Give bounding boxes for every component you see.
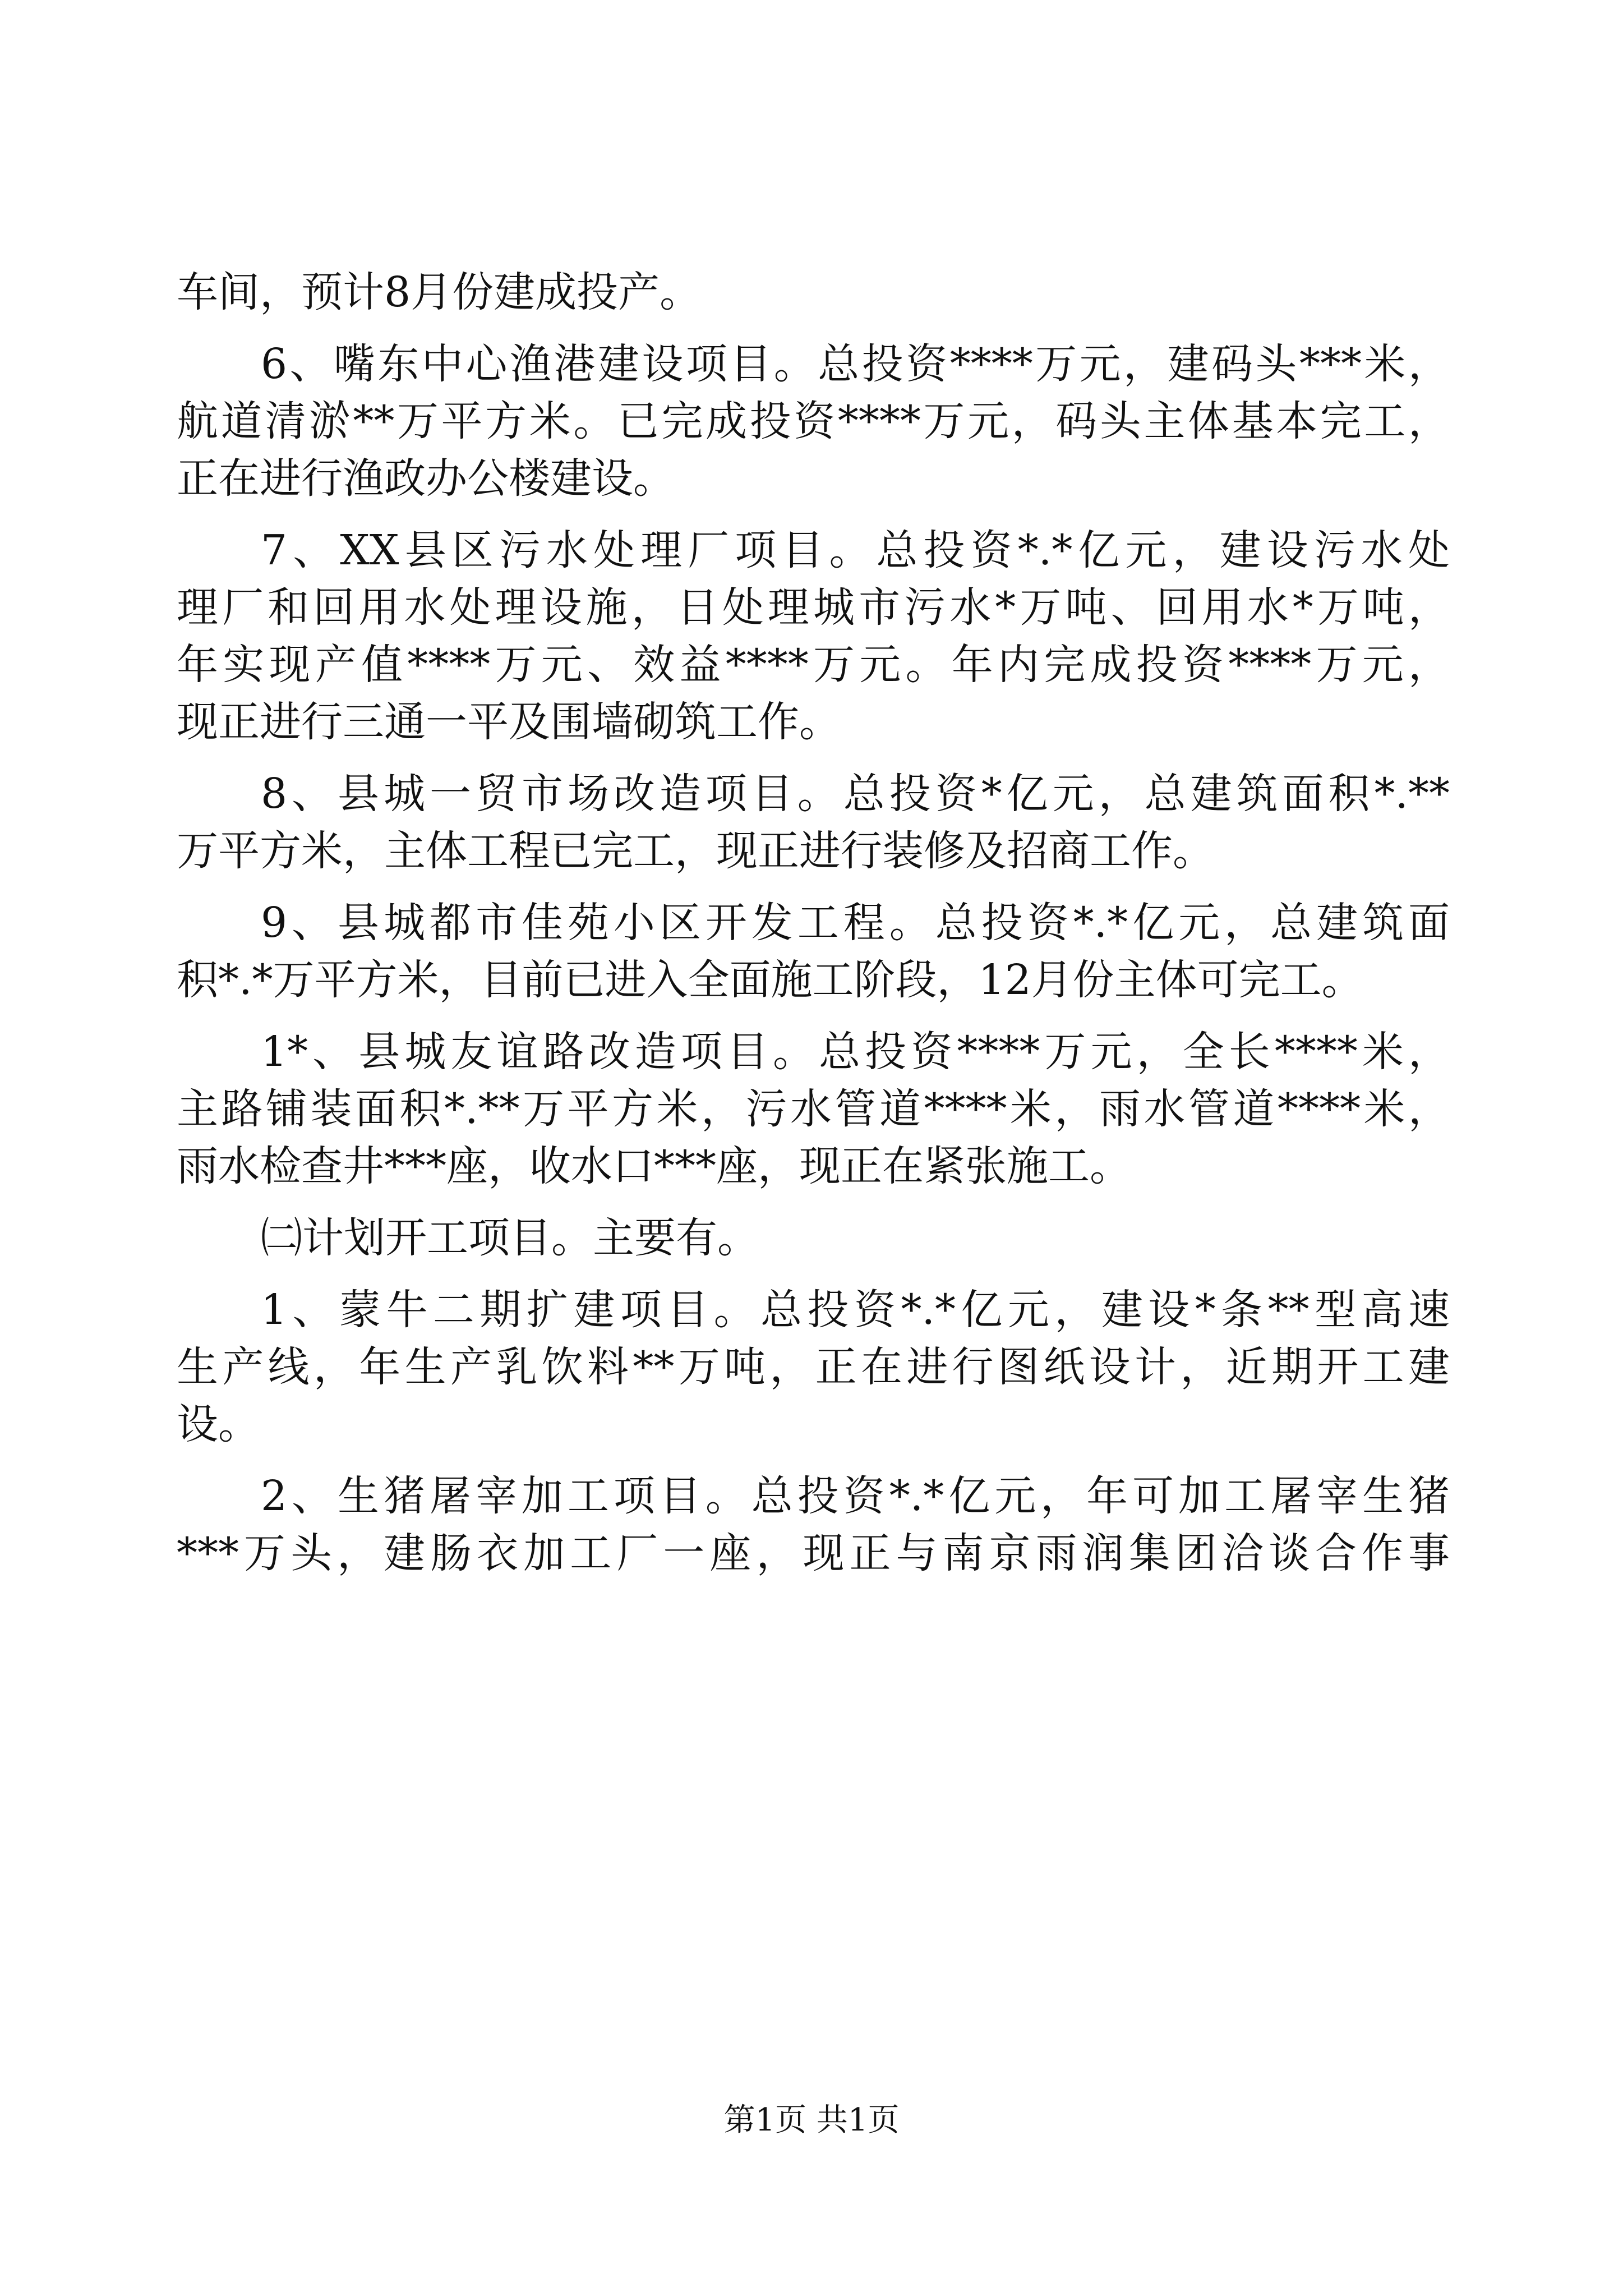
text-line: 现正进行三通一平及围墙砌筑工作。 — [177, 698, 841, 746]
text-line: 航道清淤**万平方米。已完成投资****万元，码头主体基本完工， — [177, 397, 1450, 445]
text-line: 万平方米，主体工程已完工，现正进行装修及招商工作。 — [177, 827, 1214, 875]
text-line: 理厂和回用水处理设施，日处理城市污水*万吨、回用水*万吨， — [177, 583, 1450, 632]
text-line: 设。 — [177, 1400, 260, 1448]
page-footer — [0, 2101, 1623, 2140]
text-line: 年实现产值****万元、效益****万元。年内完成投资****万元， — [177, 641, 1450, 689]
text-line: 6、嘴东中心渔港建设项目。总投资****万元，建码头***米， — [261, 340, 1450, 388]
text-line: 1*、县城友谊路改造项目。总投资****万元，全长****米， — [261, 1028, 1450, 1076]
paragraph-item-7 — [177, 522, 1450, 751]
text-line: 7、XX县区污水处理厂项目。总投资*.*亿元，建设污水处 — [261, 526, 1450, 574]
paragraph-item-6 — [177, 335, 1450, 507]
text-line: ㈡计划开工项目。主要有。 — [261, 1214, 759, 1262]
text-line: 主路铺装面积*.**万平方米，污水管道****米，雨水管道****米， — [177, 1085, 1450, 1133]
text-line: 2、生猪屠宰加工项目。总投资*.*亿元，年可加工屠宰生猪 — [261, 1472, 1450, 1520]
paragraph-continuation — [177, 264, 1450, 321]
paragraph-item-8 — [177, 765, 1450, 880]
text-line: 8、县城一贸市场改造项目。总投资*亿元，总建筑面积*.** — [261, 770, 1450, 818]
document-body — [177, 264, 1450, 1582]
paragraph-planned-item-1 — [177, 1281, 1450, 1453]
text-line: 积*.*万平方米，目前已进入全面施工阶段，12月份主体可完工。 — [177, 956, 1363, 1004]
page-number: 第1页 共1页 — [723, 2102, 900, 2138]
text-line: 车间，预计8月份建成投产。 — [177, 268, 702, 316]
text-line: 雨水检查井***座，收水口***座，现正在紧张施工。 — [177, 1142, 1131, 1190]
text-line: 正在进行渔政办公楼建设。 — [177, 454, 675, 503]
text-line: 9、县城都市佳苑小区开发工程。总投资*.*亿元，总建筑面 — [261, 899, 1450, 947]
paragraph-item-9 — [177, 894, 1450, 1009]
paragraph-planned-item-2 — [177, 1467, 1450, 1582]
text-line: 生产线，年生产乳饮料**万吨，正在进行图纸设计，近期开工建 — [177, 1343, 1450, 1391]
paragraph-item-10 — [177, 1023, 1450, 1195]
text-line: 1、蒙牛二期扩建项目。总投资*.*亿元，建设*条**型高速 — [261, 1286, 1450, 1334]
text-line: ***万头，建肠衣加工厂一座，现正与南京雨润集团洽谈合作事 — [177, 1529, 1450, 1577]
section-heading-planned-projects — [177, 1209, 1450, 1267]
